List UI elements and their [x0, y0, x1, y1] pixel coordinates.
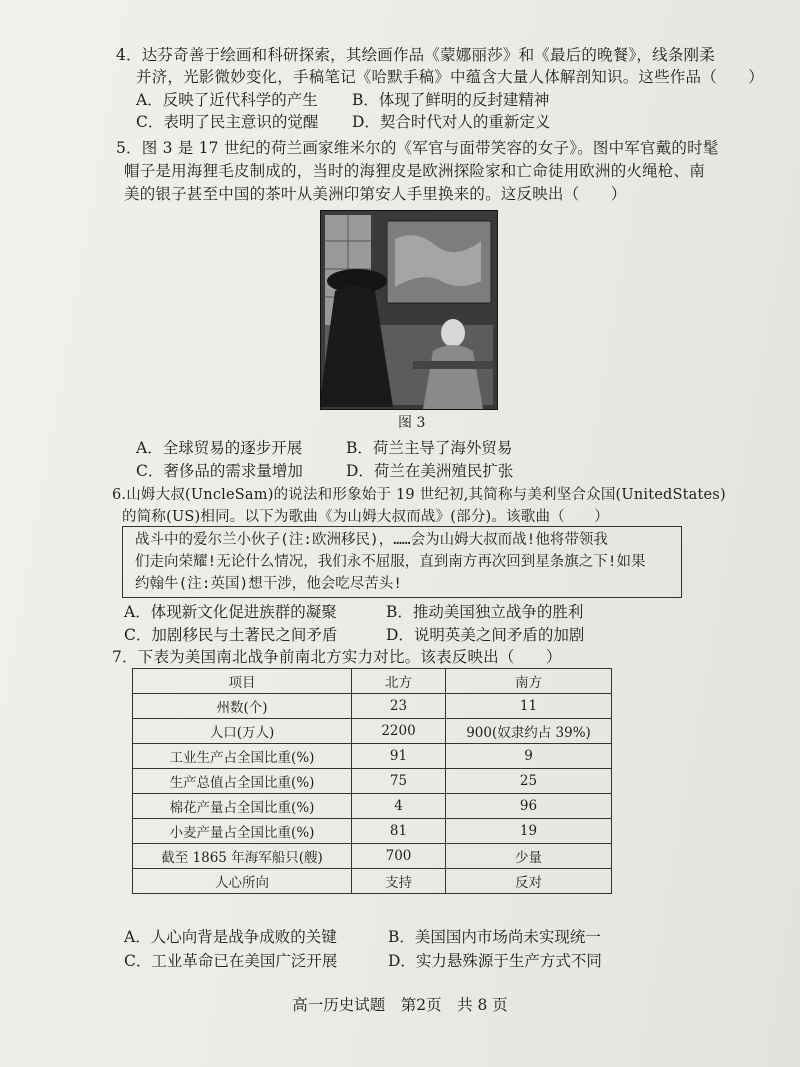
table-cell: 人口(万人) [133, 719, 352, 744]
q7-line1: 7．下表为美国南北战争前南北方实力对比。该表反映出（ ） [112, 648, 562, 666]
song-lyrics-box [122, 526, 682, 598]
q7-option-c: C．工业革命已在美国广泛开展 [124, 952, 338, 970]
q4-option-b: B．体现了鲜明的反封建精神 [352, 91, 550, 109]
q6-line1: 6.山姆大叔(UncleSam)的说法和形象始于 19 世纪初,其简称与美利坚合众国(UnitedStates) [112, 487, 726, 503]
q6-option-b: B．推动美国独立战争的胜利 [386, 603, 584, 621]
lyric-line-3: 约翰牛(注:英国)想干涉，他会吃尽苦头! [135, 576, 402, 592]
table-cell: 棉花产量占全国比重(%) [133, 794, 352, 819]
table-cell: 81 [352, 819, 446, 844]
q7-option-a: A．人心向背是战争成败的关键 [124, 928, 337, 946]
table-cell: 9 [446, 744, 612, 769]
table-cell: 700 [352, 844, 446, 869]
q7-option-d: D．实力悬殊源于生产方式不同 [388, 952, 602, 970]
q5-option-d: D．荷兰在美洲殖民扩张 [346, 462, 514, 480]
table-row [133, 694, 612, 719]
table-cell: 23 [352, 694, 446, 719]
table-cell: 2200 [352, 719, 446, 744]
page-footer: 高一历史试题 第2页 共 8 页 [292, 996, 508, 1014]
table-row [133, 844, 612, 869]
figure-caption: 图 3 [398, 415, 426, 431]
table-header-cell: 南方 [446, 669, 612, 694]
table-cell: 小麦产量占全国比重(%) [133, 819, 352, 844]
table-cell: 州数(个) [133, 694, 352, 719]
q4-option-d: D．契合时代对人的重新定义 [352, 113, 551, 131]
table-cell: 工业生产占全国比重(%) [133, 744, 352, 769]
table-row [133, 869, 612, 894]
q5-line1: 5．图 3 是 17 世纪的荷兰画家维米尔的《军官与面带笑容的女子》。图中军官戴的时髦 [116, 139, 719, 157]
q4-option-c: C．表明了民主意识的觉醒 [136, 113, 319, 131]
lyric-line-2: 们走向荣耀!无论什么情况，我们永不屈服，直到南方再次回到星条旗之下!如果 [135, 554, 646, 570]
q6-line2: 的简称(US)相同。以下为歌曲《为山姆大叔而战》(部分)。该歌曲（ ） [122, 509, 609, 525]
table-cell: 96 [446, 794, 612, 819]
table-row [133, 719, 612, 744]
q7-option-b: B．美国国内市场尚未实现统一 [388, 928, 601, 946]
q5-line2: 帽子是用海狸毛皮制成的，当时的海狸皮是欧洲探险家和亡命徒用欧洲的火绳枪、南 [124, 162, 705, 180]
table-cell: 少量 [446, 844, 612, 869]
table-cell: 900(奴隶约占 39%) [446, 719, 612, 744]
table-header-cell: 项目 [133, 669, 352, 694]
q6-option-c: C．加剧移民与土著民之间矛盾 [124, 626, 338, 644]
table-row [133, 744, 612, 769]
table-cell: 19 [446, 819, 612, 844]
table-cell: 75 [352, 769, 446, 794]
table-cell: 25 [446, 769, 612, 794]
vermeer-painting-image [320, 210, 498, 410]
q5-line3: 美的银子甚至中国的茶叶从美洲印第安人手里换来的。这反映出（ ） [124, 185, 627, 203]
lyric-line-1: 战斗中的爱尔兰小伙子(注:欧洲移民)，……会为山姆大叔而战!他将带领我 [135, 532, 608, 548]
table-cell: 生产总值占全国比重(%) [133, 769, 352, 794]
q5-option-b: B．荷兰主导了海外贸易 [346, 439, 513, 457]
q5-option-a: A．全球贸易的逐步开展 [136, 439, 303, 457]
q6-option-a: A．体现新文化促进族群的凝聚 [124, 603, 337, 621]
table-cell: 截至 1865 年海军船只(艘) [133, 844, 352, 869]
q4-line2: 并济，光影微妙变化，手稿笔记《哈默手稿》中蕴含大量人体解剖知识。这些作品（ ） [136, 68, 765, 86]
table-cell: 支持 [352, 869, 446, 894]
table-row [133, 794, 612, 819]
table-cell: 4 [352, 794, 446, 819]
table-row [133, 819, 612, 844]
table-cell: 人心所向 [133, 869, 352, 894]
table-cell: 91 [352, 744, 446, 769]
table-cell: 反对 [446, 869, 612, 894]
q5-option-c: C．奢侈品的需求量增加 [136, 462, 303, 480]
q4-line1: 4．达芬奇善于绘画和科研探索，其绘画作品《蒙娜丽莎》和《最后的晚餐》，线条刚柔 [116, 46, 715, 64]
q6-option-d: D．说明英美之间矛盾的加剧 [386, 626, 585, 644]
north-south-comparison-table [132, 668, 612, 894]
table-cell: 11 [446, 694, 612, 719]
table-header-cell: 北方 [352, 669, 446, 694]
table-row [133, 769, 612, 794]
table-header-row [133, 669, 612, 694]
q4-option-a: A．反映了近代科学的产生 [136, 91, 318, 109]
